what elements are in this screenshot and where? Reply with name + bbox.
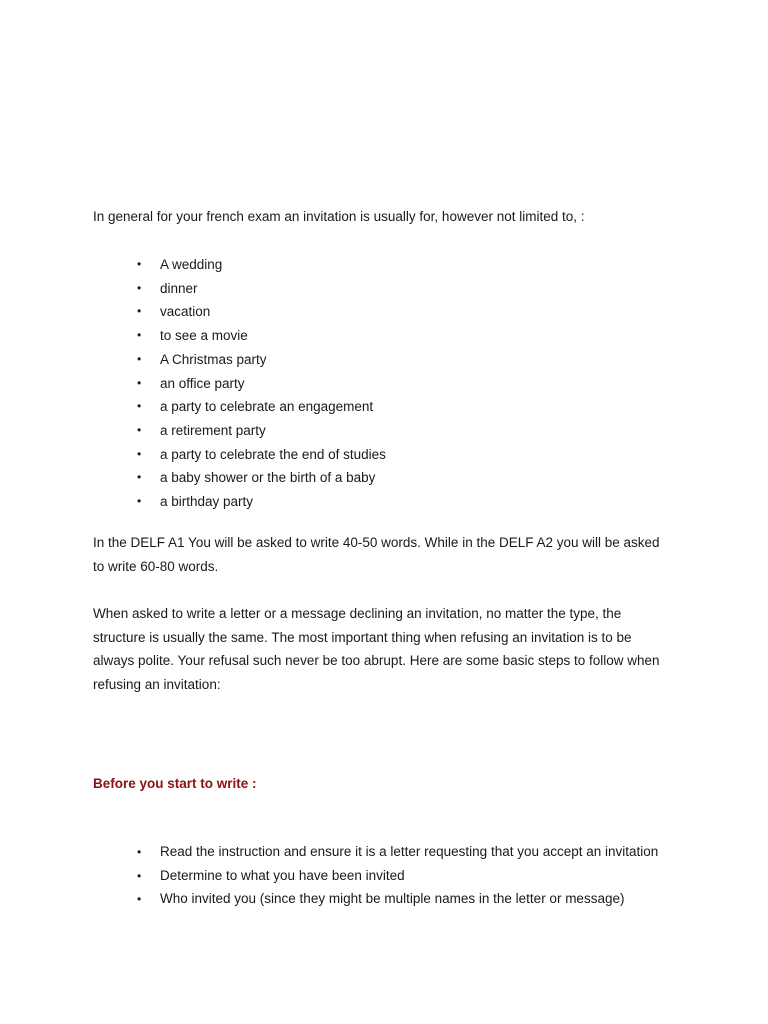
intro-text: In general for your french exam an invitation is usually for, however not limited to, :: [93, 209, 585, 224]
list-item-text: an office party: [160, 375, 245, 391]
before-you-write-heading: Before you start to write :: [93, 776, 257, 791]
bullet-icon: •: [137, 892, 142, 906]
bullet-icon: •: [137, 422, 142, 437]
delf-word-count-paragraph: In the DELF A1 You will be asked to write 40-50 words. While in the DELF A2 you will be asked to write 60-80 words.: [93, 535, 660, 574]
list-item-text: dinner: [160, 280, 198, 296]
bullet-icon: •: [137, 351, 142, 366]
list-item: [93, 395, 678, 419]
list-item-text: a retirement party: [160, 422, 266, 438]
list-item: [93, 490, 678, 514]
bullet-icon: •: [137, 328, 142, 343]
bullet-icon: •: [137, 868, 142, 883]
bullet-icon: •: [137, 257, 142, 271]
list-item: [93, 466, 678, 490]
list-item: [93, 324, 678, 348]
list-item-text: to see a movie: [160, 328, 248, 344]
list-item-text: Who invited you (since they might be multiple names in the letter or message): [160, 891, 625, 906]
list-item: [93, 888, 663, 911]
list-item: [93, 372, 678, 396]
bullet-icon: •: [137, 845, 142, 859]
structure-paragraph: When asked to write a letter or a message declining an invitation, no matter the type, the structure is usually the same. The most important thing when refusing an invitation is to be always polite. Your refusal such never be too abrupt. Here are some basic steps to follow when refusing an invitation:: [93, 606, 660, 692]
list-item-text: vacation: [160, 304, 211, 320]
list-item: [93, 253, 678, 277]
bullet-icon: •: [137, 304, 142, 319]
list-item-text: A wedding: [160, 257, 223, 272]
list-item-text: a party to celebrate an engagement: [160, 399, 374, 415]
list-item-text: A Christmas party: [160, 351, 267, 367]
list-item-text: a birthday party: [160, 494, 254, 510]
invitation-types-list: [93, 253, 678, 514]
list-item: [93, 443, 678, 467]
list-item: [93, 348, 678, 372]
list-item: [93, 277, 678, 301]
bullet-icon: •: [137, 470, 142, 485]
before-steps-list: [93, 841, 663, 912]
list-item: [93, 841, 663, 864]
bullet-icon: •: [137, 446, 142, 461]
bullet-icon: •: [137, 399, 142, 414]
bullet-icon: •: [137, 280, 142, 295]
list-item-text: Determine to what you have been invited: [160, 867, 405, 883]
bullet-icon: •: [137, 494, 142, 509]
list-item: [93, 865, 663, 888]
list-item-text: a party to celebrate the end of studies: [160, 446, 386, 462]
bullet-icon: •: [137, 375, 142, 390]
list-item-text: a baby shower or the birth of a baby: [160, 470, 376, 486]
list-item: [93, 419, 678, 443]
list-item-text: Read the instruction and ensure it is a letter requesting that you accept an invitation: [160, 844, 659, 859]
list-item: [93, 300, 678, 324]
document-page: [93, 0, 678, 1024]
